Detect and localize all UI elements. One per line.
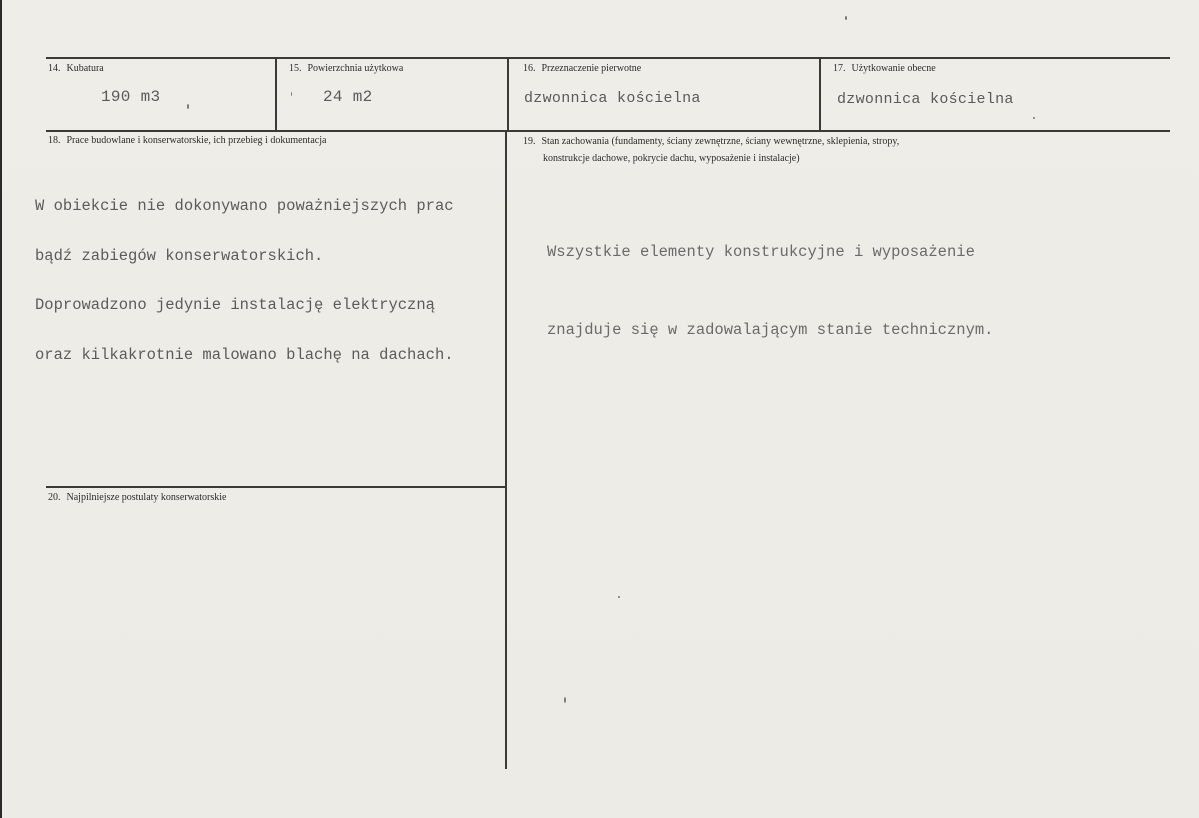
ink-speck [564,697,566,703]
field-15-number: 15. [289,63,302,74]
field-17-value: dzwonnica kościelna [837,91,1014,108]
field-17-number: 17. [833,63,846,74]
field-14-label [48,62,104,75]
field-18-line: oraz kilkakrotnie malowano blachę na dachach. [35,345,454,364]
field-20-label [48,491,226,504]
col-divider-15-16 [507,58,509,130]
field-15-label [289,62,403,75]
field-17-title: Użytkowanie obecne [851,63,936,74]
field-15-value: 24 m2 [323,88,373,106]
field-15-title: Powierzchnia użytkowa [307,63,404,74]
field-19-label-cont: konstrukcje dachowe, pokrycie dachu, wyposażenie i instalacje) [543,153,800,164]
field-14-value: 190 m3 [101,88,161,106]
field-17-label [833,62,936,75]
top-rule [46,57,1170,59]
field-18-line: Doprowadzono jedynie instalację elektryczną [35,296,435,314]
field-18-text [35,165,454,396]
field-19-text [547,187,993,395]
field-16-number: 16. [523,63,536,74]
field-16-title: Przeznaczenie pierwotne [541,63,642,74]
field-18-number: 18. [48,135,61,146]
field-16-value: dzwonnica kościelna [524,90,701,107]
field-20-title: Najpilniejsze postulaty konserwatorskie [66,492,227,503]
field-14-number: 14. [48,63,61,74]
field-18-title: Prace budowlane i konserwatorskie, ich przebieg i dokumentacja [66,135,327,146]
col-divider-16-17 [819,58,821,130]
field-19-number: 19. [523,136,536,147]
field-16-label [523,62,641,75]
col-divider-main [505,131,507,769]
ink-speck [291,92,292,96]
field-14-title: Kubatura [66,63,104,74]
col-divider-14-15 [275,58,277,130]
field-18-line: bądź zabiegów konserwatorskich. [35,246,324,265]
field-19-title-line1: Stan zachowania (fundamenty, ściany zewnętrzne, ściany wewnętrzne, sklepienia, stropy, [541,136,900,147]
section-18-bottom-rule [46,486,506,488]
ink-speck [845,16,847,20]
ink-speck [618,596,620,598]
field-20-number: 20. [48,492,61,503]
row-divider [46,130,1170,132]
field-19-label [523,135,899,148]
ink-speck [187,104,189,109]
field-19-line: Wszystkie elementy konstrukcyjne i wyposażenie [547,243,975,261]
field-19-line: znajduje się w zadowalającym stanie technicznym. [547,321,994,339]
field-18-line: W obiekcie nie dokonywano poważniejszych prac [35,197,454,215]
ink-speck [1033,117,1035,119]
field-18-label [48,134,326,147]
